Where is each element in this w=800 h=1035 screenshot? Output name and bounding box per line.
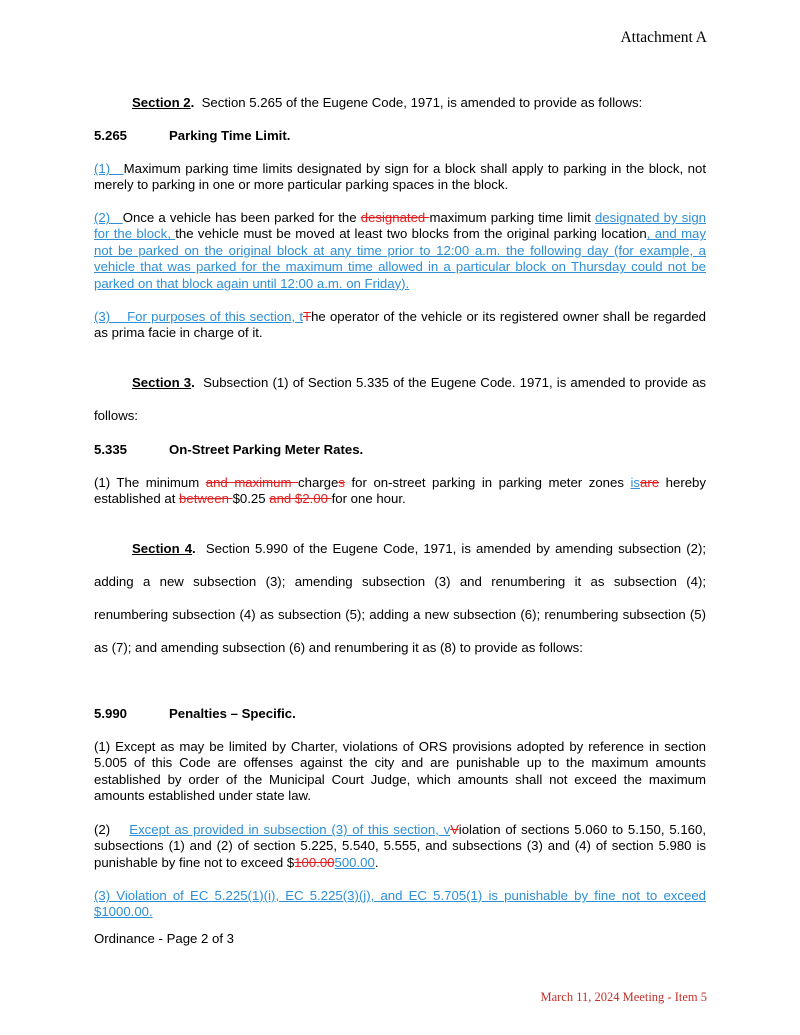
attachment-label: Attachment A [620,29,707,46]
deleted-text: s [338,475,345,490]
inserted-text: (3) For purposes of this section, t [94,309,303,324]
body-text: $0.25 [232,491,270,507]
section-4-intro: Section 4. Section 5.990 of the Eugene Code, 1971, is amended by amending subsection (2); adding a new subsection (3); amending subsection (3) and renumbering it as subsection (4); renumbering subsection (4) as subsection (5); adding a new subsection (6); renumbering subsection (5) as (7); and amending subsection (6) and renumbering it as (8) to provide as follows: [94,541,706,655]
body-text: (2) [94,822,130,837]
code-number: 5.990 [94,706,128,721]
section-2-intro: Section 2. Section 5.265 of the Eugene Code, 1971, is amended to provide as follows: [132,95,643,110]
body-text: for one hour. [331,491,406,507]
body-text: iolation of sections 5.060 to 5.150, 5.160, subsections (1) and (2) of section 5.225, 5.540, 5.555, and subsections (3) and (4) of section 5.980 is punishable by fine not to exceed $ [94,822,706,870]
code-title: Parking Time Limit. [169,128,291,143]
section-4-heading: Section 4 [132,541,193,556]
deleted-text: 100.00 [294,854,335,870]
inserted-text: (3) Violation of EC 5.225(1)(i), EC 5.225(3)(j), and EC 5.705(1) is punishable by fine not to exceed $1000.00. [94,888,706,920]
code-title: On-Street Parking Meter Rates. [169,442,364,457]
body-text: (1) Except as may be limited by Charter, violations of ORS provisions adopted by reference in section 5.005 of this Code are offenses against the city and are punishable up to the maximum amounts established by order of the Municipal Court Judge, which amounts shall not exceed the maximum amounts established under state law. [94,739,706,804]
section-2-intro-text: Section 5.265 of the Eugene Code, 1971, is amended to provide as follows: [201,95,643,110]
section-2-heading: Section 2 [132,95,191,110]
inserted-text: is [630,475,641,490]
s2-subsection-2 [94,210,706,292]
body-text: Once a vehicle has been parked for the [122,210,361,225]
deleted-text: between [179,491,233,507]
body-text: Maximum parking time limits designated by sign for a block shall apply to parking in the block, not merely to parking in one or more particular parking spaces in the block. [94,161,706,193]
body-text: he operator of the vehicle or its registered owner shall be regarded as prima facie in charge of it. [94,309,706,341]
s2-subsection-1 [94,161,706,194]
inserted-text: (2) [94,210,123,225]
body-text: . [374,854,379,870]
section-3-intro-text: Subsection (1) of Section 5.335 of the Eugene Code. 1971, is amended to provide as follows: [94,375,707,423]
s4-subsection-3 [94,888,706,921]
body-text: maximum parking time limit [429,210,595,225]
deleted-text: designated [360,210,430,225]
meeting-label: March 11, 2024 Meeting - Item 5 [540,990,707,1004]
code-5-990-heading [94,706,706,722]
deleted-text: T [303,309,312,324]
body-text: charge [298,475,339,490]
code-5-265-heading [94,128,706,144]
body-text: hereby established at [94,475,706,507]
deleted-text: and maximum [205,475,299,490]
inserted-text: Except as provided in subsection (3) of this section, v [129,822,451,837]
body-text: the vehicle must be moved at least two blocks from the original parking location [175,226,647,242]
inserted-text: designated by sign for the block, [94,210,706,242]
inserted-text: , and may not be parked on the original block at any time prior to 12:00 a.m. the following day (for example, a vehicle that was parked for the maximum time allowed in a particular block on Thursday could not be parked on that block again until 12:00 a.m. on Friday). [94,226,706,291]
code-number: 5.265 [94,128,128,143]
deleted-text: V [450,822,459,837]
s3-subsection-1 [94,475,706,508]
section-3-intro: Section 3. Subsection (1) of Section 5.335 of the Eugene Code. 1971, is amended to provide as follows: [94,375,707,423]
page-number: Ordinance - Page 2 of 3 [94,931,235,946]
section-4-intro-text: Section 5.990 of the Eugene Code, 1971, is amended by amending subsection (2); adding a new subsection (3); amending subsection (3) and renumbering it as subsection (4); renumbering subsection (4) as subsection (5); adding a new subsection (6); renumbering subsection (5) as (7); and amending subsection (6) and renumbering it as (8) to provide as follows: [94,541,706,655]
body-text: for on-street parking in parking meter zones [344,475,631,490]
s4-subsection-2 [94,822,706,871]
code-number: 5.335 [94,442,128,457]
deleted-text: are [640,475,660,490]
inserted-text: 500.00 [334,854,375,870]
section-3-heading: Section 3 [132,375,192,390]
s2-subsection-3 [94,309,706,342]
body-text: (1) The minimum [94,475,206,490]
inserted-text: (1) [94,161,124,176]
code-title: Penalties – Specific. [169,706,296,721]
deleted-text: and $2.00 [269,491,332,507]
s4-subsection-1 [94,739,706,805]
code-5-335-heading [94,442,706,458]
